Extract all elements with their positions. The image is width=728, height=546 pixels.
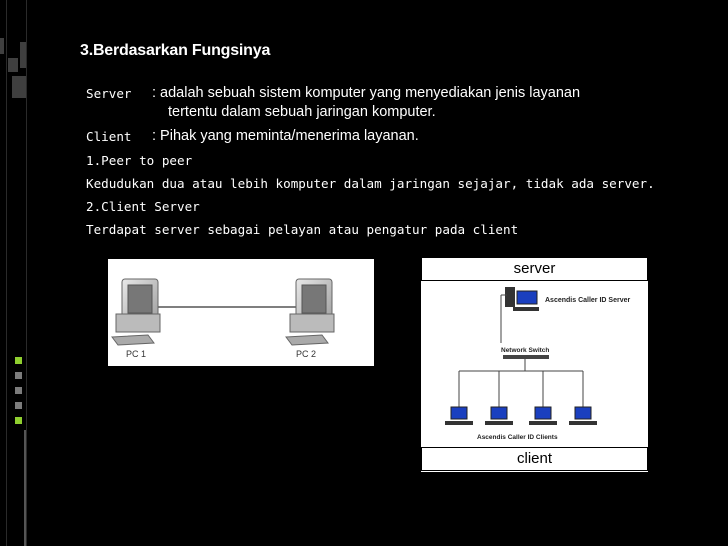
server-caption: Ascendis Caller ID Server xyxy=(545,297,631,304)
server-label: server xyxy=(421,257,648,281)
pc2-computer-icon xyxy=(286,279,334,345)
decor-stripe xyxy=(24,430,26,546)
peer-to-peer-diagram xyxy=(108,259,374,366)
client-term: Client xyxy=(86,129,132,144)
decor-stripe xyxy=(20,42,26,68)
client-computer-icon xyxy=(529,407,557,425)
server-term: Server xyxy=(86,86,132,101)
pc1-label: PC 1 xyxy=(126,349,147,359)
p2p-heading: 1.Peer to peer xyxy=(86,153,193,168)
decor-stripe xyxy=(12,76,26,98)
decor-square xyxy=(15,387,22,394)
decor-square xyxy=(15,357,22,364)
decor-square xyxy=(15,402,22,409)
decor-line xyxy=(26,0,27,546)
p2p-text: Kedudukan dua atau lebih komputer dalam jaringan sejajar, tidak ada server. xyxy=(86,176,655,191)
pc1-computer-icon xyxy=(112,279,160,345)
client-server-diagram xyxy=(421,257,648,472)
decor-square xyxy=(15,417,22,424)
client-computer-icon xyxy=(445,407,473,425)
decor-line xyxy=(6,0,7,546)
decor-stripe xyxy=(8,58,18,72)
pc2-label: PC 2 xyxy=(296,349,317,359)
server-computer-icon xyxy=(505,287,539,311)
slide-title: 3.Berdasarkan Fungsinya xyxy=(80,42,271,59)
network-switch-icon xyxy=(503,355,549,359)
client-label: client xyxy=(421,447,648,471)
cs-heading: 2.Client Server xyxy=(86,199,200,214)
client-computer-icon xyxy=(569,407,597,425)
server-definition-line2: tertentu dalam sebuah jaringan komputer. xyxy=(168,104,436,120)
left-decoration xyxy=(0,0,40,546)
decor-stripe xyxy=(0,38,4,54)
cs-text: Terdapat server sebagai pelayan atau pengatur pada client xyxy=(86,222,519,237)
switch-caption: Network Switch xyxy=(501,347,550,354)
client-computer-icon xyxy=(485,407,513,425)
decor-square xyxy=(15,372,22,379)
clients-caption: Ascendis Caller ID Clients xyxy=(477,434,558,441)
server-definition-line1: : adalah sebuah sistem komputer yang menyediakan jenis layanan xyxy=(152,85,581,101)
client-definition: : Pihak yang meminta/menerima layanan. xyxy=(152,128,419,144)
